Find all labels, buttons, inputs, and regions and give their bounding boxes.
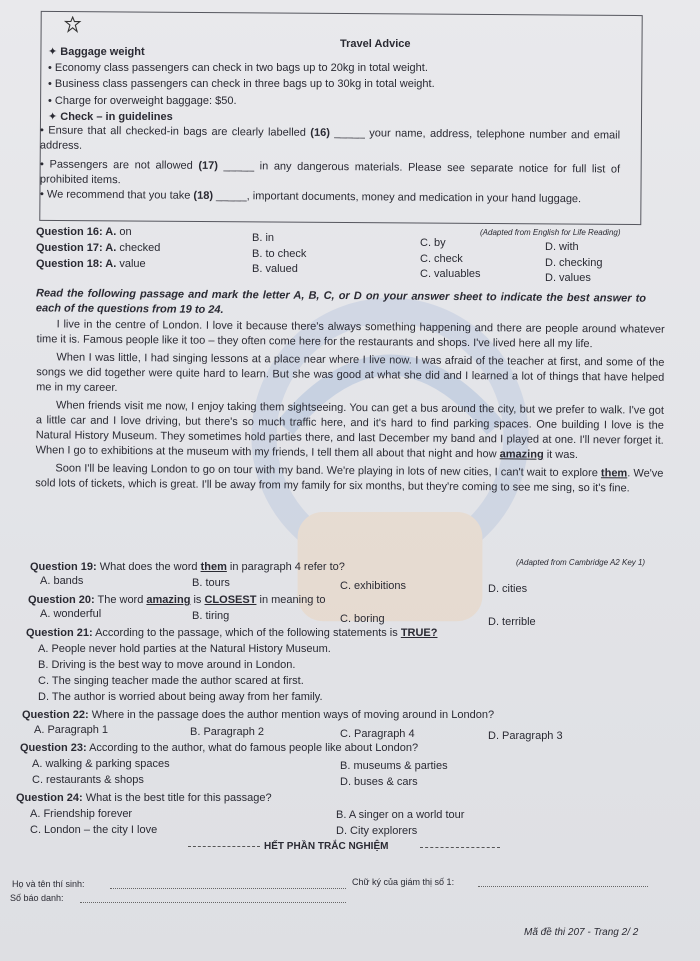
box-source: (Adapted from English for Life Reading): [480, 228, 621, 237]
checkin-item-17: • Passengers are not allowed (17) _____ in any dangerous materials. Please see separate notice for full list of prohibited items.: [39, 158, 621, 187]
bullet-economy: • Economy class passengers can check in two bags up to 20kg in total weight.: [48, 62, 428, 74]
q16-option-d: D. with: [545, 241, 579, 253]
section-heading-baggage: ✦ Baggage weight: [48, 46, 145, 58]
q17-option-c: C. check: [420, 253, 463, 265]
passage-paragraph-4: Soon I'll be leaving London to go on tour with my band. We're playing in lots of new cities, I can't wait to explore them. We've sold lots of tickets, which is great. I'll be away from my family for six months, but they're coming to see me sing, so it's fine.: [35, 462, 664, 495]
passage-paragraph-3: When friends visit me now, I enjoy taking them sightseeing. You can get a bus around the city, but we prefer to walk. I've got a little car and I love driving, but there's so much traffic here, and it's hard to find parking spaces. One building I love is the Natural History Museum. They sometimes hold parties there, and last December my band and I played at one. I'll never forget it. When I go to exhibitions at the museum with my friends, I tell them all about that night and how amazing it was.: [35, 399, 665, 461]
checkin-item-18: • We recommend that you take (18) _____, important documents, money and medication in your hand luggage.: [39, 188, 582, 206]
q24-stem: Question 24: What is the best title for this passage?: [16, 792, 272, 804]
end-of-multiple-choice: HẾT PHẦN TRẮC NGHIỆM: [264, 841, 389, 852]
q21-stem: Question 21: According to the passage, which of the following statements is TRUE?: [26, 627, 438, 639]
passage: [35, 317, 664, 496]
supervisor-signature-line: [478, 886, 648, 888]
passage-paragraph-2: When I was little, I had singing lessons at a place near where I live now. I was afraid of the teacher at first, and some of the songs we did together were quite hard to learn. But she was good at what she did and I learned a lot of things that have helped me in my career.: [36, 351, 665, 394]
q20-option-b: B. tiring: [192, 610, 230, 622]
q24-option-c: C. London – the city I love: [30, 824, 158, 836]
q24-option-d: D. City explorers: [336, 825, 418, 837]
page-code: Mã đề thi 207 - Trang 2/ 2: [524, 927, 639, 938]
passage-source: (Adapted from Cambridge A2 Key 1): [516, 558, 646, 567]
q21-option-d: D. The author is worried about being away from her family.: [38, 691, 323, 703]
candidate-number-label: Số báo danh:: [10, 893, 64, 903]
q18-option-c: C. valuables: [420, 268, 481, 280]
reading-instruction: Read the following passage and mark the letter A, B, C, or D on your answer sheet to indicate the best answer to each of the questions from 19 to 24.: [35, 287, 647, 316]
q16-row: Question 16: A. on: [36, 226, 132, 238]
candidate-number-line: [80, 902, 346, 904]
q21-option-b: B. Driving is the best way to move around in London.: [38, 659, 296, 671]
q21-option-c: C. The singing teacher made the author scared at first.: [38, 675, 304, 687]
candidate-name-label: Họ và tên thí sinh:: [12, 879, 85, 889]
q20-option-a: A. wonderful: [40, 608, 102, 620]
emblem-icon: [64, 16, 82, 34]
q18-row: Question 18: A. value: [36, 258, 146, 270]
q22-option-c: C. Paragraph 4: [340, 728, 415, 740]
q19-option-b: B. tours: [192, 577, 230, 589]
q19-stem: Question 19: What does the word them in paragraph 4 refer to?: [30, 561, 345, 573]
q17-option-b: B. to check: [252, 248, 307, 260]
q19-option-d: D. cities: [488, 583, 528, 595]
bullet-overweight: • Charge for overweight baggage: $50.: [48, 95, 237, 107]
section-heading-checkin: ✦ Check – in guidelines: [48, 111, 173, 123]
checkin-item-16: • Ensure that all checked-in bags are clearly labelled (16) _____ your name, address, telephone number and email address.: [39, 124, 621, 152]
q17-option-d: D. checking: [545, 257, 603, 269]
supervisor-signature-label: Chữ ký của giám thị số 1:: [352, 877, 455, 887]
q23-stem: Question 23: According to the author, what do famous people like about London?: [20, 742, 419, 754]
q21-option-a: A. People never hold parties at the Natural History Museum.: [38, 643, 331, 655]
q19-option-a: A. bands: [40, 575, 84, 587]
end-divider-left: [188, 846, 260, 848]
q18-option-b: B. valued: [252, 263, 298, 275]
q24-option-b: B. A singer on a world tour: [336, 809, 465, 821]
q22-option-b: B. Paragraph 2: [190, 726, 264, 738]
q19-option-c: C. exhibitions: [340, 580, 407, 592]
q23-option-b: B. museums & parties: [340, 760, 448, 772]
q22-stem: Question 22: Where in the passage does the author mention ways of moving around in London?: [22, 709, 495, 721]
q22-option-a: A. Paragraph 1: [34, 724, 108, 736]
end-divider-right: [420, 847, 500, 849]
q22-option-d: D. Paragraph 3: [488, 730, 563, 742]
q23-option-c: C. restaurants & shops: [32, 774, 144, 786]
q20-option-d: D. terrible: [488, 616, 536, 628]
q16-option-c: C. by: [420, 237, 446, 249]
q23-option-a: A. walking & parking spaces: [32, 758, 170, 770]
candidate-name-line: [110, 888, 346, 890]
q23-option-d: D. buses & cars: [340, 776, 418, 788]
q18-option-d: D. values: [545, 272, 591, 284]
passage-paragraph-1: I live in the centre of London. I love it because there's always something happening and there are people around whatever time it is. Famous people like it too – they often come here for the restaurants and shops. I've lived here all my life.: [36, 318, 665, 351]
q16-option-b: B. in: [252, 232, 275, 244]
q24-option-a: A. Friendship forever: [30, 808, 133, 820]
q17-row: Question 17: A. checked: [36, 242, 161, 254]
bullet-business: • Business class passengers can check in three bags up to 30kg in total weight.: [48, 78, 435, 90]
box-title: Travel Advice: [340, 38, 411, 50]
q20-option-c: C. boring: [340, 613, 385, 625]
q20-stem: Question 20: The word amazing is CLOSEST in meaning to: [28, 594, 326, 606]
